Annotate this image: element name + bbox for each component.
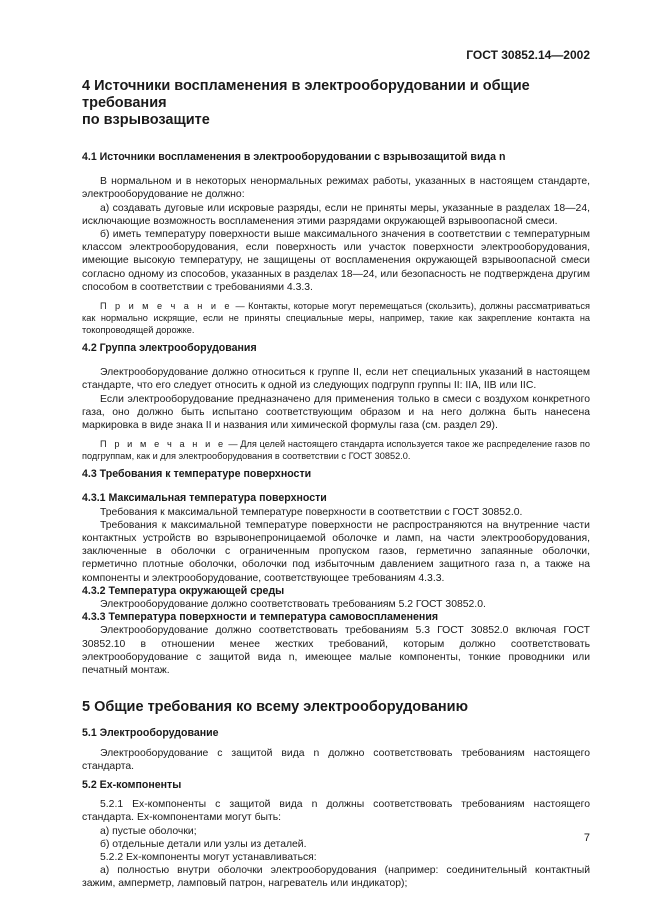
section-4-2-title: 4.2 Группа электрооборудования [82,342,257,355]
note-text: — Контакты, которые могут перемещаться (скользить), должны рассматриваться как нормально искрящие, если не приняты специальные меры, например, такие как закрепление контакта на токопроводящей дорожке. [82,301,590,336]
section-4-title-line1: 4 Источники воспламенения в электрооборудовании и общие требования [82,78,530,111]
section-4-3-2-para-1: Электрооборудование должно соответствовать требованиям 5.2 ГОСТ 30852.0. [100,599,486,611]
section-4-title-line2: по взрывозащите [82,112,210,128]
section-4-1-item-a: а) создавать дуговые или искровые разряды, если не приняты меры, указанные в разделах 18—24, исключающие возможность воспламенения этими разрядами окружающей взрывоопасной смеси. [82,202,590,227]
section-5-2-title: 5.2 Ех-компоненты [82,778,182,791]
section-4-2-para-2: Если электрооборудование предназначено для применения только в смеси с воздухом конкретного газа, оно должно быть испытано соответствующим образом и на него должна быть нанесена маркировка в виде знака II и названия или химической формулы газа (см. раздел 29). [82,393,590,432]
section-4-1-title: 4.1 Источники воспламенения в электрооборудовании с взрывозащитой вида n [82,151,506,163]
section-5-2-1-item-b: б) отдельные детали или узлы из деталей. [100,838,307,850]
section-4-3-3-title: 4.3.3 Температура поверхности и температура самовоспламенения [82,611,439,624]
section-4-3-3-para-1: Электрооборудование должно соответствовать требованиям 5.3 ГОСТ 30852.0 включая ГОСТ 30852.10 в отношении менее жестких требований, которым должно соответствовать электрооборудование с защитой вида n, имеющее малые компоненты, тонкие проводники или печатный монтаж. [82,625,590,677]
section-4-3-1-title: 4.3.1 Максимальная температура поверхности [82,492,327,505]
section-4-1-note [82,300,590,336]
section-5-2-1-item-a: а) пустые оболочки; [100,825,197,837]
page-number: 7 [583,832,590,844]
section-5-2-2-item-a: а) полностью внутри оболочки электрооборудования (например: соединительный контактный зажим, амперметр, ламповый патрон, нагреватель или индикатор); [82,865,590,890]
note-label: П р и м е ч а н и е [100,439,226,450]
section-4-title [82,78,590,129]
section-4-3-title: 4.3 Требования к температуре поверхности [82,468,312,481]
section-5-1-title: 5.1 Электрооборудование [82,727,219,740]
section-4-3-1-para-2: Требования к максимальной температуре поверхности не распространяются на внутренние части контактных устройств во взрывонепроницаемой оболочке и ламп, на части электрооборудования, заключенные в оболочки с ограниченным пропуском газов, герметично запаянные оболочки, герметично плотные оболочки, оболочки под избыточным давлением защитного газа n, а также на компоненты и электрооборудование, соответствующее требованиям 4.3.3. [82,519,590,584]
section-4-1-item-b: б) иметь температуру поверхности выше максимального значения в соответствии с температурным классом электрооборудования, если поверхность или участок поверхности электрооборудования, имеющие высокую температуру, не защищены от воспламенения окружающей взрывоопасной смеси согласно одному из способов, указанных в разделах 18—24, или безопасность не подтверждена другим способом в соответствии с требованиями 4.3.3. [82,229,590,293]
section-4-2-para-1: Электрооборудование должно относиться к группе II, если нет специальных указаний в настоящем стандарте, что его следует относить к одной из следующих подгрупп группы II: IIA, IIB или IIC. [82,367,590,392]
section-5-2-1-para: 5.2.1 Ех-компоненты с защитой вида n должны соответствовать требованиям настоящего стандарта. Ех-компонентами могут быть: [82,799,590,824]
section-5-title: 5 Общие требования ко всему электрооборудованию [82,699,468,716]
standard-code-header: ГОСТ 30852.14—2002 [466,48,590,62]
note-label: П р и м е ч а н и е [100,301,233,312]
note-text: — Для целей настоящего стандарта используется такое же распределение газов по подгруппам, как и для электрооборудования в соответствии с ГОСТ 30852.0. [82,439,590,462]
section-4-2-note [82,438,590,462]
section-4-3-2-title: 4.3.2 Температура окружающей среды [82,584,285,597]
section-4-3-1-para-1: Требования к максимальной температуре поверхности в соответствии с ГОСТ 30852.0. [100,506,523,518]
section-4-1-intro: В нормальном и в некоторых ненормальных режимах работы, указанных в настоящем стандарте, электрооборудование не должно: [82,176,590,201]
section-5-2-2-para: 5.2.2 Ех-компоненты могут устанавливаться: [100,851,317,863]
page-content [82,78,590,891]
section-5-1-para-1: Электрооборудование с защитой вида n должно соответствовать требованиям настоящего стандарта. [82,747,590,772]
